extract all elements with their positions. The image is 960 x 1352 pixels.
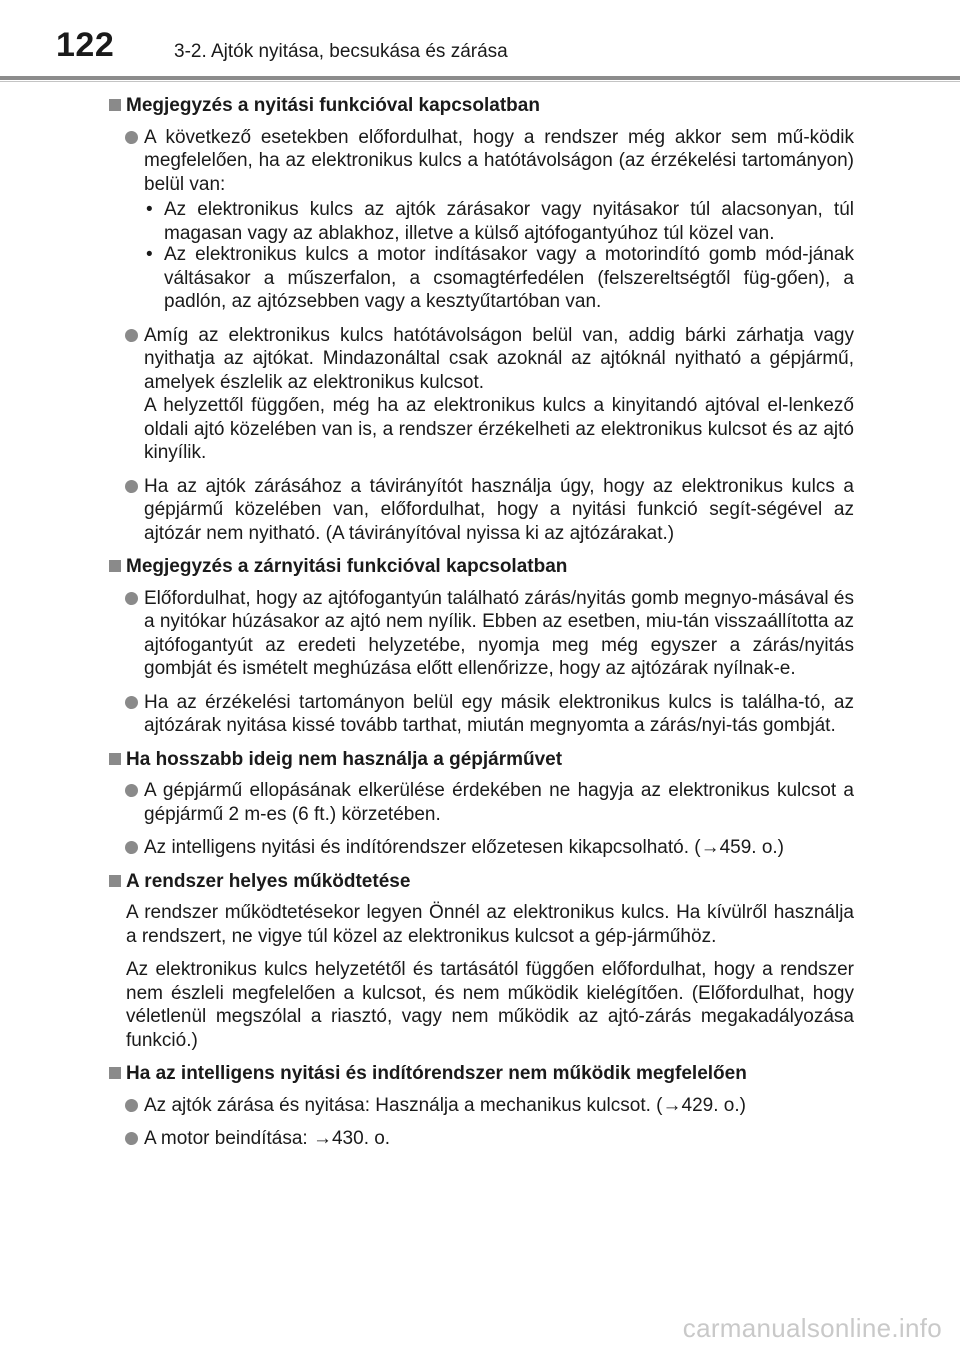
square-marker-icon — [109, 560, 121, 572]
paragraph: A rendszer működtetésekor legyen Önnél az elektronikus kulcs. Ha kívülről használja a rendszert, ne vigye túl közel az elektronikus kulcsot a gép-járműhöz. — [126, 902, 854, 947]
sub-item-text: Az elektronikus kulcs a motor indításakor vagy a motorindító gomb mód-jának váltásakor a műszerfalon, a csomagtérfedélen (felszereltségtől füg-gően), a padlón, az ajtózsebben vagy a kesztyűtartóban van. — [164, 244, 854, 312]
sub-item-text: Az elektronikus kulcs az ajtók zárásakor vagy nyitásakor túl alacsonyan, túl magasan vagy az ablakhoz, illetve a külső ajtófogantyúhoz túl közel van. — [164, 199, 854, 244]
square-marker-icon — [109, 99, 121, 111]
page-number: 122 — [56, 26, 115, 64]
section-heading — [108, 748, 854, 772]
bullet-item — [108, 587, 854, 681]
page-header — [0, 0, 960, 84]
bullet-item — [108, 1127, 854, 1151]
bullet-text: Az intelligens nyitási és indítórendszer előzetesen kikapcsolható. (→459. o.) — [144, 837, 785, 858]
bullet-text: Ha az érzékelési tartományon belül egy másik elektronikus kulcs is találha-tó, az ajtózárak nyitása kissé tovább tarthat, miután megnyomta a zárás/nyi-tás gombját. — [144, 691, 854, 736]
header-rule-thin — [0, 81, 960, 82]
bullet-text: Ha az ajtók zárásához a távirányítót használja úgy, hogy az elektronikus kulcs a gépjármű közelében van, előfordulhat, hogy a nyitási funkció segít-ségével az ajtózár nem nyitható. (A távirányítóval nyissa ki az ajtózárakat.) — [144, 475, 854, 544]
bullet-text: Az ajtók zárása és nyitása: Használja a mechanikus kulcsot. (→429. o.) — [144, 1094, 746, 1116]
paragraph: Az elektronikus kulcs helyzetétől és tartásától függően előfordulhat, hogy a rendszer nem észleli megfelelően a kulcsot, és nem működik kielégítően. (Előfordulhat, hogy véletlenül megszólal a riasztó, vagy nem működik az ajtó-zárás megakadályozása funkció.) — [126, 959, 854, 1051]
bullet-text: A motor beindítása: →430. o. — [144, 1128, 391, 1149]
section-title: Ha az intelligens nyitási és indítórendszer nem működik megfelelően — [126, 1063, 747, 1084]
bullet-text: Amíg az elektronikus kulcs hatótávolságon belül van, addig bárki zárhatja vagy nyithatja az ajtókat. Mindazonáltal csak azoknál az ajtóknál nyitható a gépjármű, amelyek észlelik az elektronikus kulcsot. — [144, 324, 854, 393]
bullet-dot-icon — [125, 592, 138, 605]
bullet-item — [108, 324, 854, 465]
page-content — [108, 90, 854, 1161]
section-heading — [108, 1062, 854, 1086]
bullet-dot-icon — [125, 841, 138, 854]
bullet-item — [108, 691, 854, 738]
bullet-item — [108, 836, 854, 860]
section-heading — [108, 870, 854, 894]
section-title: A rendszer helyes működtetése — [126, 870, 411, 892]
chapter-title: 3-2. Ajtók nyitása, becsukása és zárása — [174, 41, 508, 62]
section-title: Megjegyzés a zárnyitási funkcióval kapcsolatban — [126, 556, 568, 577]
bullet-dot-icon — [125, 696, 138, 709]
bullet-item — [108, 126, 854, 197]
header-rule — [0, 76, 960, 80]
sub-list-item: • Az elektronikus kulcs a motor indításakor vagy a motorindító gomb mód-jának váltásakor a műszerfalon, a csomagtérfedélen (felszereltségtől füg-gően), a padlón, az ajtózsebben vagy a kesztyűtartóban van. — [146, 244, 854, 312]
bullet-text: A gépjármű ellopásának elkerülése érdekében ne hagyja az elektronikus kulcsot a gépjármű 2 m-es (6 ft.) körzetében. — [144, 780, 854, 825]
bullet-dot-icon — [125, 480, 138, 493]
bullet-dot-icon — [125, 131, 138, 144]
watermark: carmanualsonline.info — [682, 1313, 942, 1343]
bullet-dot-icon — [125, 329, 138, 342]
bullet-text: Előfordulhat, hogy az ajtófogantyún található zárás/nyitás gomb megnyo-másával és a nyitókar húzásakor az ajtó nem nyílik. Ebben az esetben, miu-tán visszaállította az ajtófogantyút az eredeti helyzetébe, nyomja meg még egyszer a zárás/nyitás gombját és ismételt meghúzása előtt ellenőrizze, hogy az ajtózárak nyílnak-e. — [144, 587, 854, 679]
bullet-item — [108, 1094, 854, 1118]
sub-list-item: • Az elektronikus kulcs az ajtók zárásakor vagy nyitásakor túl alacsonyan, túl magasan vagy az ablakhoz, illetve a külső ajtófogantyúhoz túl közel van. — [146, 199, 854, 244]
bullet-dot-icon — [125, 1132, 138, 1145]
bullet-dot-icon — [125, 1099, 138, 1112]
square-marker-icon — [109, 753, 121, 765]
section-heading — [108, 555, 854, 579]
section-title: Megjegyzés a nyitási funkcióval kapcsolatban — [126, 95, 540, 116]
bullet-text: A következő esetekben előfordulhat, hogy a rendszer még akkor sem mű-ködik megfelelően, ha az elektronikus kulcs a hatótávolságon (az érzékelési tartományon) belül van: — [144, 126, 854, 195]
section-title: Ha hosszabb ideig nem használja a gépjárművet — [126, 748, 563, 770]
bullet-item — [108, 779, 854, 826]
bullet-continuation: A helyzettől függően, még ha az elektronikus kulcs a kinyitandó ajtóval el-lenkező oldali ajtó közelében van is, a rendszer érzékelheti az elektronikus kulcsot és az ajtó kinyílik. — [144, 395, 854, 463]
square-marker-icon — [109, 1067, 121, 1079]
bullet-item — [108, 475, 854, 546]
bullet-dot-icon — [125, 784, 138, 797]
square-marker-icon — [109, 875, 121, 887]
sub-list — [108, 196, 854, 314]
section-heading — [108, 94, 854, 118]
